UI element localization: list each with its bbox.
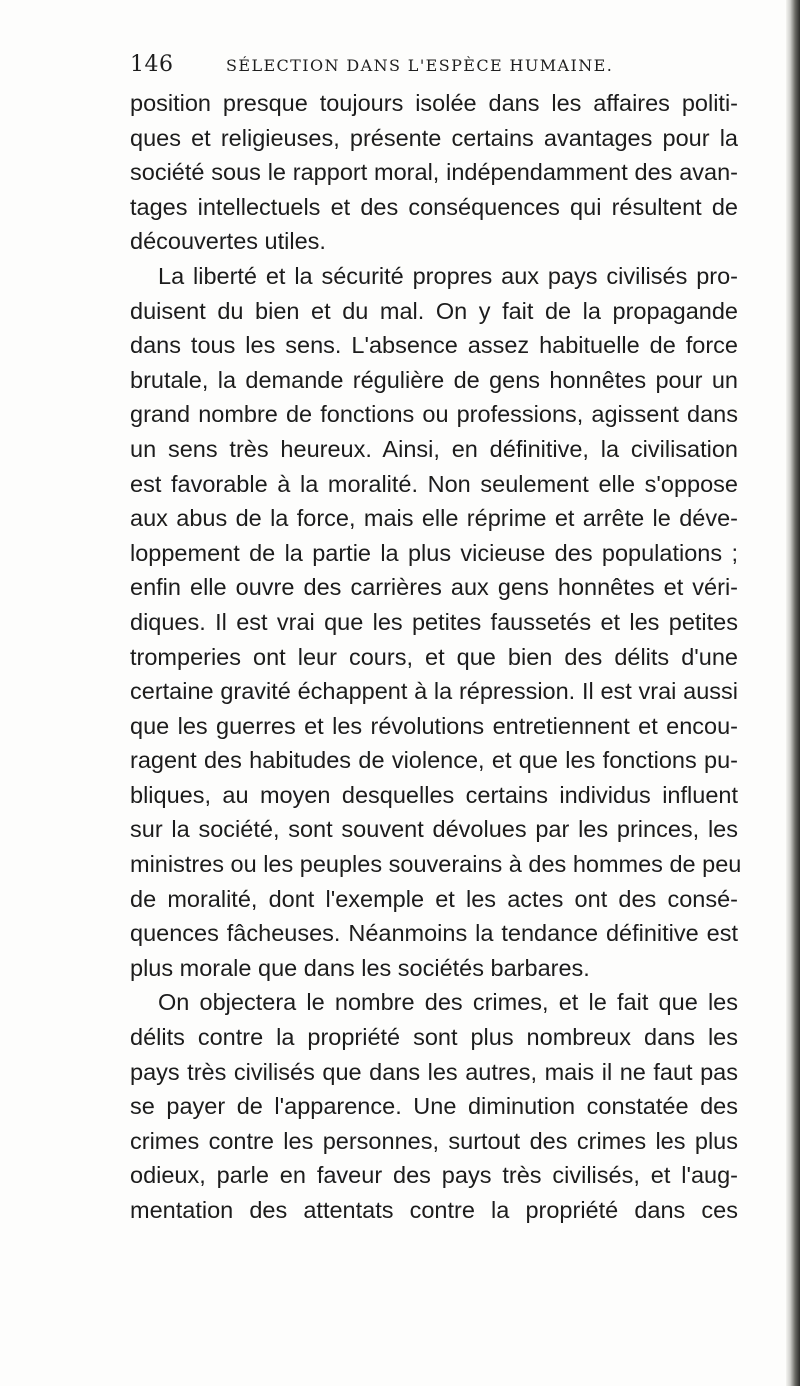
text-line: ragent des habitudes de violence, et que les fonctions pu-: [130, 747, 738, 774]
text-line: aux abus de la force, mais elle réprime et arrête le déve-: [130, 505, 738, 532]
page-binding-edge: [786, 0, 800, 1386]
text-line: crimes contre les personnes, surtout des crimes les plus: [130, 1127, 738, 1154]
text-line: tromperies ont leur cours, et que bien des délits d'une: [130, 643, 738, 670]
text-line: loppement de la partie la plus vicieuse des populations ;: [130, 539, 738, 566]
text-line: plus morale que dans les sociétés barbares.: [130, 954, 590, 981]
text-line: mentation des attentats contre la propriété dans ces: [130, 1197, 738, 1223]
text-line: se payer de l'apparence. Une diminution constatée des: [130, 1093, 738, 1120]
text-line: La liberté et la sécurité propres aux pays civilisés pro-: [158, 262, 738, 289]
text-line: On objectera le nombre des crimes, et le fait que les: [158, 989, 738, 1016]
running-head: [130, 44, 730, 84]
text-line: dans tous les sens. L'absence assez habituelle de force: [130, 332, 738, 359]
text-line: ques et religieuses, présente certains avantages pour la: [130, 124, 738, 151]
text-line: de moralité, dont l'exemple et les actes ont des consé-: [130, 885, 738, 912]
page-number: 146: [130, 52, 174, 77]
text-line: bliques, au moyen desquelles certains individus influent: [130, 781, 738, 808]
text-line: délits contre la propriété sont plus nombreux dans les: [130, 1024, 738, 1051]
text-line: position presque toujours isolée dans les affaires politi-: [130, 90, 738, 116]
text-line: est favorable à la moralité. Non seulement elle s'oppose: [130, 470, 738, 497]
text-line: découvertes utiles.: [130, 228, 326, 255]
text-line: quences fâcheuses. Néanmoins la tendance définitive est: [130, 920, 738, 947]
body-text: [130, 86, 742, 1228]
text-line: ministres ou les peuples souverains à des hommes de peu: [130, 851, 742, 878]
text-line: certaine gravité échappent à la répression. Il est vrai aussi: [130, 678, 738, 705]
text-line: enfin elle ouvre des carrières aux gens honnêtes et véri-: [130, 574, 738, 601]
text-line: grand nombre de fonctions ou professions, agissent dans: [130, 401, 738, 428]
text-line: sur la société, sont souvent dévolues par les princes, les: [130, 816, 738, 843]
text-line: que les guerres et les révolutions entretiennent et encou-: [130, 712, 738, 739]
text-line: duisent du bien et du mal. On y fait de la propagande: [130, 297, 738, 324]
text-line: odieux, parle en faveur des pays très civilisés, et l'aug-: [130, 1162, 738, 1189]
text-line: tages intellectuels et des conséquences qui résultent de: [130, 193, 738, 220]
text-line: pays très civilisés que dans les autres, mais il ne faut pas: [130, 1058, 738, 1085]
running-title: SÉLECTION DANS L'ESPÈCE HUMAINE.: [226, 56, 614, 75]
text-line: un sens très heureux. Ainsi, en définitive, la civilisation: [130, 435, 738, 462]
text-line: société sous le rapport moral, indépendamment des avan-: [130, 159, 738, 186]
text-line: diques. Il est vrai que les petites faussetés et les petites: [130, 608, 738, 635]
text-line: brutale, la demande régulière de gens honnêtes pour un: [130, 366, 738, 393]
